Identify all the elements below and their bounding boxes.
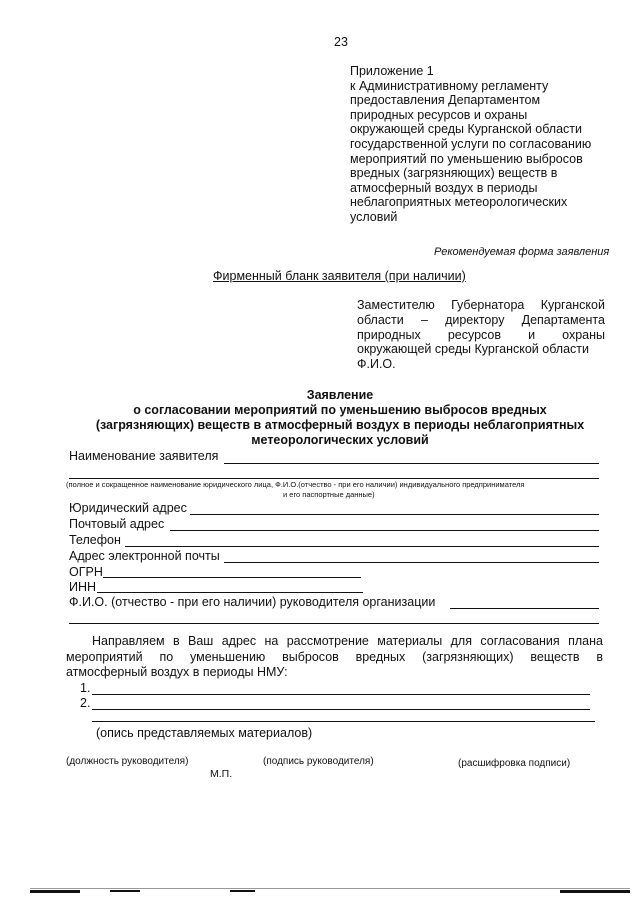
scan-artifact [230,890,255,892]
addressee-line: Ф.И.О. [357,357,396,372]
document-title: Заявление [306,388,374,402]
word: в [173,634,180,648]
word: для [450,634,472,648]
phone-label: Телефон [69,533,121,547]
body-line: атмосферный воздух в периоды НМУ: [66,665,288,679]
email-line[interactable] [224,562,599,563]
word: (загрязняющих) [422,650,514,664]
item-2-line[interactable] [92,709,590,710]
body-line [92,634,603,648]
word: плана [568,634,603,648]
word: Департамента [521,312,605,327]
body-line [66,650,603,664]
applicant-hint: (полное и сокращенное наименование юридического лица, Ф.И.О.(отчество - при его наличии) индивидуального предпринимателя [66,480,525,489]
annex-block [350,64,591,225]
scan-edge [30,888,630,889]
word: и [528,327,536,342]
letterhead-label: Фирменный бланк заявителя (при наличии) [213,269,466,283]
word: Направляем [92,634,165,648]
word: области [357,312,404,327]
applicant-name-line[interactable] [224,463,599,464]
word: Губернатора [451,298,525,312]
phone-line[interactable] [125,546,599,547]
annex-line: окружающей среды Курганской области [350,122,582,137]
head-name-line-2[interactable] [69,623,599,624]
applicant-name-line-2[interactable] [69,478,599,479]
ogrn-line[interactable] [103,577,361,578]
word: Заместителю [357,298,435,312]
annex-line: условий [350,209,398,224]
addressee-block [357,298,605,372]
word: Курганской [540,298,605,312]
recommended-form-label: Рекомендуемая форма заявления [434,246,610,258]
legal-address-label: Юридический адрес [69,501,187,515]
item-1-line[interactable] [92,694,590,695]
addressee-line: окружающей среды Курганской области [357,342,589,357]
scan-artifact [30,890,80,893]
word: охраны [562,327,605,342]
annex-line: предоставления Департаментом [350,93,541,108]
document-subtitle: (загрязняющих) веществ в атмосферный воздух в периоды неблагоприятных [95,418,585,432]
ogrn-label: ОГРН [69,565,103,579]
materials-caption: (опись представляемых материалов) [96,726,313,740]
materials-line[interactable] [92,721,595,722]
applicant-hint: и его паспортные данные) [283,490,375,499]
postal-address-line[interactable] [170,530,599,531]
annex-line: атмосферный воздух в периоды [350,180,538,195]
position-caption: (должность руководителя) [66,756,189,767]
legal-address-line[interactable] [190,514,599,515]
word: ресурсов [447,327,502,342]
word: веществ [530,650,580,664]
word: мероприятий [66,650,143,664]
postal-address-label: Почтовый адрес [69,517,165,531]
applicant-name-label: Наименование заявителя [69,449,219,463]
stamp-label: М.П. [210,768,233,780]
document-subtitle: метеорологических условий [251,433,429,447]
page-number: 23 [334,35,348,49]
word: выбросов [282,650,339,664]
word: адрес [221,634,257,648]
signature-caption: (подпись руководителя) [263,756,374,767]
decode-caption: (расшифровка подписи) [458,758,571,769]
word: природных [357,327,421,342]
annex-line: государственной услуги по согласованию [350,136,592,151]
word: директору [445,312,505,327]
addressee-line [357,298,605,313]
item-number: 1. [80,681,91,695]
annex-line: неблагоприятных метеорологических [350,195,568,210]
scan-artifact [110,890,140,892]
inn-line[interactable] [97,592,363,593]
annex-title: Приложение 1 [350,64,434,78]
word: – [420,312,428,327]
annex-line: мероприятий по уменьшению выбросов [350,151,583,166]
email-label: Адрес электронной почты [69,549,220,563]
annex-line: к Административному регламенту [350,78,549,93]
word: вредных [355,650,406,664]
head-name-label: Ф.И.О. (отчество - при его наличии) руководителя организации [69,595,436,609]
word: в [596,650,603,664]
item-number: 2. [80,696,91,710]
word: материалы [377,634,443,648]
annex-line: природных ресурсов и охраны [350,107,528,122]
addressee-line [357,328,605,343]
annex-line: вредных (загрязняющих) веществ в [350,166,558,181]
head-name-line[interactable] [450,608,599,609]
word: уменьшению [189,650,266,664]
addressee-line [357,313,605,328]
document-subtitle: о согласовании мероприятий по уменьшению выбросов вредных [133,403,547,417]
word: Ваш [188,634,214,648]
scan-artifact [560,890,630,893]
inn-label: ИНН [69,580,97,594]
word: согласования [480,634,560,648]
word: по [159,650,174,664]
word: на [264,634,279,648]
word: рассмотрение [286,634,369,648]
